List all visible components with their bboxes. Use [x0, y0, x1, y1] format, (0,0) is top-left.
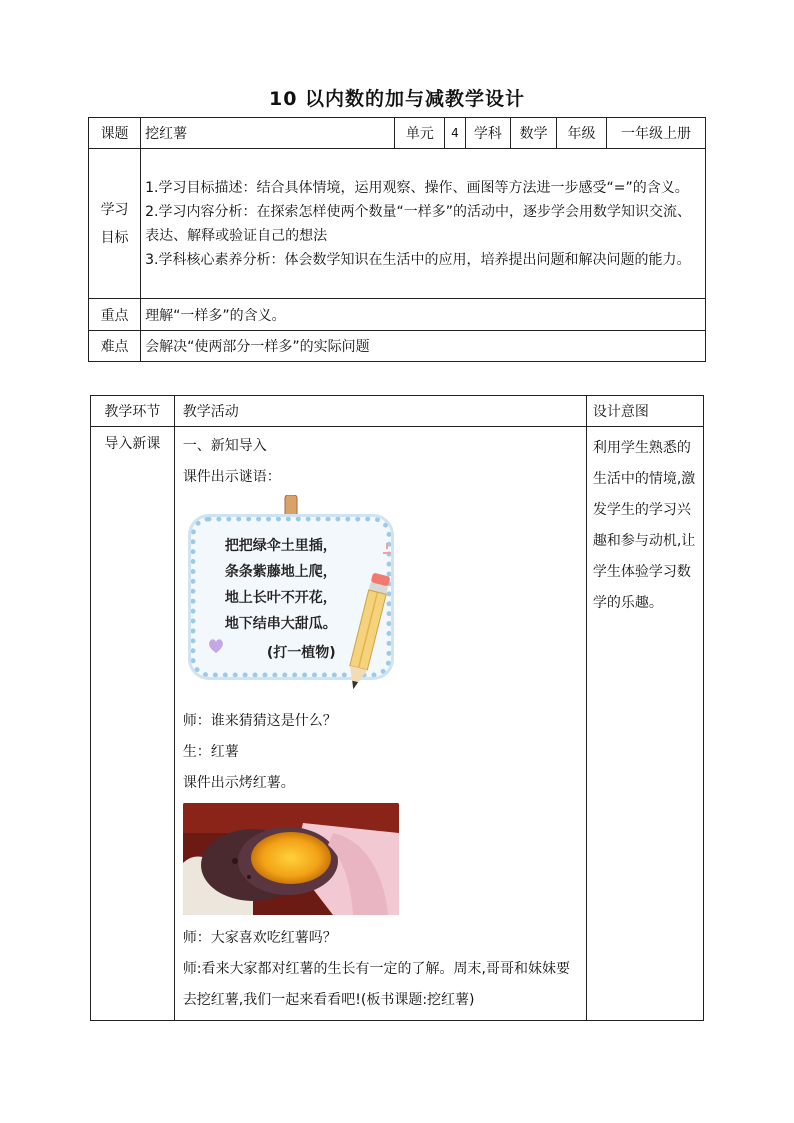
header-intent: 设计意图	[586, 396, 703, 427]
teacher-question-1: 师：谁来猜猜这是什么？	[182, 713, 337, 729]
topic-label: 课题	[89, 118, 141, 149]
header-activity: 教学活动	[174, 396, 586, 427]
riddle-caption: 课件出示谜语：	[182, 469, 281, 485]
goals-cell	[141, 149, 706, 299]
difficulty-value: 会解决“使两部分一样多”的实际问题	[141, 331, 706, 362]
photo-caption: 课件出示烤红薯。	[182, 775, 295, 791]
intro-heading: 一、新知导入	[182, 438, 267, 454]
sparkle-icon	[381, 543, 393, 557]
stage-cell: 导入新课	[91, 427, 175, 1021]
topic-value: 挖红薯	[141, 118, 395, 149]
lesson-info-table	[88, 117, 706, 362]
teacher-question-2: 师：大家喜欢吃红薯吗？	[182, 930, 337, 946]
riddle-line: 条条紫藤地上爬，	[224, 564, 337, 580]
difficulty-label: 难点	[89, 331, 141, 362]
page-title: 10 以内数的加与减教学设计	[268, 88, 526, 110]
riddle-card	[183, 495, 403, 700]
key-value: 理解“一样多”的含义。	[141, 299, 706, 331]
teacher-statement: 师:看来大家都对红薯的生长有一定的了解。周末,哥哥和妹妹要去挖红薯,我们一起来看看吧!(板书课题:挖红薯)	[182, 961, 570, 1008]
teaching-process-table	[90, 395, 704, 1021]
header-stage: 教学环节	[91, 396, 175, 427]
key-label: 重点	[89, 299, 141, 331]
subject-label: 学科	[465, 118, 511, 149]
goals-label	[89, 149, 141, 299]
goals-label-text: 学习目标	[100, 201, 129, 246]
riddle-answer-hint: (打一植物)	[266, 645, 336, 661]
riddle-line: 地上长叶不开花，	[224, 590, 337, 606]
student-answer-1: 生：红薯	[182, 744, 239, 760]
heart-icon	[207, 637, 225, 655]
grade-label: 年级	[557, 118, 607, 149]
pencil-icon	[343, 565, 393, 695]
roasted-sweet-potato-image	[183, 803, 399, 915]
goal-item: 1.学习目标描述：结合具体情境，运用观察、操作、画图等方法进一步感受“=”的含义。	[145, 179, 689, 196]
goal-item: 2.学习内容分析：在探索怎样使两个数量“一样多”的活动中，逐步学会用数学知识交流、表达、解释或验证自己的想法	[145, 203, 691, 244]
riddle-line: 地下结串大甜瓜。	[224, 616, 337, 632]
unit-label: 单元	[395, 118, 445, 149]
riddle-line: 把把绿伞土里插，	[224, 538, 337, 554]
grade-value: 一年级上册	[607, 118, 706, 149]
goal-item: 3.学科核心素养分析：体会数学知识在生活中的应用，培养提出问题和解决问题的能力。	[145, 251, 691, 268]
activity-cell	[174, 427, 586, 1021]
subject-value: 数学	[511, 118, 557, 149]
intent-cell: 利用学生熟悉的生活中的情境,激发学生的学习兴趣和参与动机,让学生体验学习数学的乐趣。	[586, 427, 703, 1021]
unit-value: 4	[445, 118, 465, 149]
